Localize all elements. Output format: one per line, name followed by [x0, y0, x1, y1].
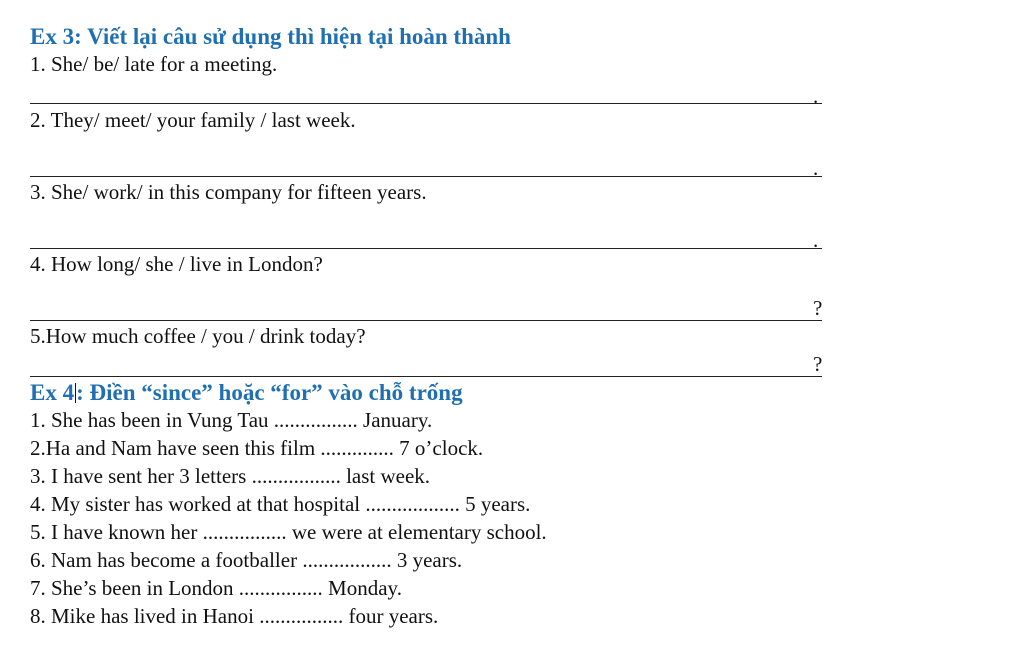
- ex4-item-4: 4. My sister has worked at that hospital .................. 5 years.: [30, 492, 531, 516]
- ex4-heading-part2: : Điền “since” hoặc “for” vào chỗ trống: [76, 380, 463, 405]
- ex4-item-3: 3. I have sent her 3 letters ................. last week.: [30, 464, 431, 488]
- ex4-item-6: 6. Nam has become a footballer ................. 3 years.: [30, 548, 463, 572]
- ex4-heading: [30, 380, 463, 406]
- ex4-item-1: 1. She has been in Vung Tau ................ January.: [30, 408, 433, 432]
- ex3-question-5: 5.How much coffee / you / drink today?: [30, 324, 366, 348]
- ex4-item-5: 5. I have known her ................ we were at elementary school.: [30, 520, 547, 544]
- ex3-answer-line-2[interactable]: [30, 176, 822, 177]
- ex3-question-4: 4. How long/ she / live in London?: [30, 252, 323, 276]
- ex3-end-mark-5: ?: [813, 352, 823, 376]
- ex3-question-3: 3. She/ work/ in this company for fifteen years.: [30, 180, 427, 204]
- ex3-end-mark-2: .: [813, 156, 819, 180]
- ex3-answer-line-1[interactable]: [30, 103, 822, 104]
- ex4-item-2: 2.Ha and Nam have seen this film .............. 7 o’clock.: [30, 436, 484, 460]
- ex4-item-8: 8. Mike has lived in Hanoi ................ four years.: [30, 604, 439, 628]
- ex4-list: [30, 406, 547, 630]
- ex3-end-mark-3: .: [813, 228, 819, 252]
- ex3-answer-line-5[interactable]: [30, 376, 822, 377]
- ex3-end-mark-4: ?: [813, 296, 823, 320]
- ex3-answer-line-4[interactable]: [30, 320, 822, 321]
- ex4-item-7: 7. She’s been in London ................ Monday.: [30, 576, 402, 600]
- ex3-question-1: 1. She/ be/ late for a meeting.: [30, 52, 278, 76]
- ex4-heading-part1: Ex 4: [30, 380, 75, 405]
- ex3-question-2: 2. They/ meet/ your family / last week.: [30, 108, 356, 132]
- ex3-answer-line-3[interactable]: [30, 248, 822, 249]
- ex3-end-mark-1: .: [813, 84, 819, 108]
- ex3-heading: Ex 3: Viết lại câu sử dụng thì hiện tại hoàn thành: [30, 24, 511, 49]
